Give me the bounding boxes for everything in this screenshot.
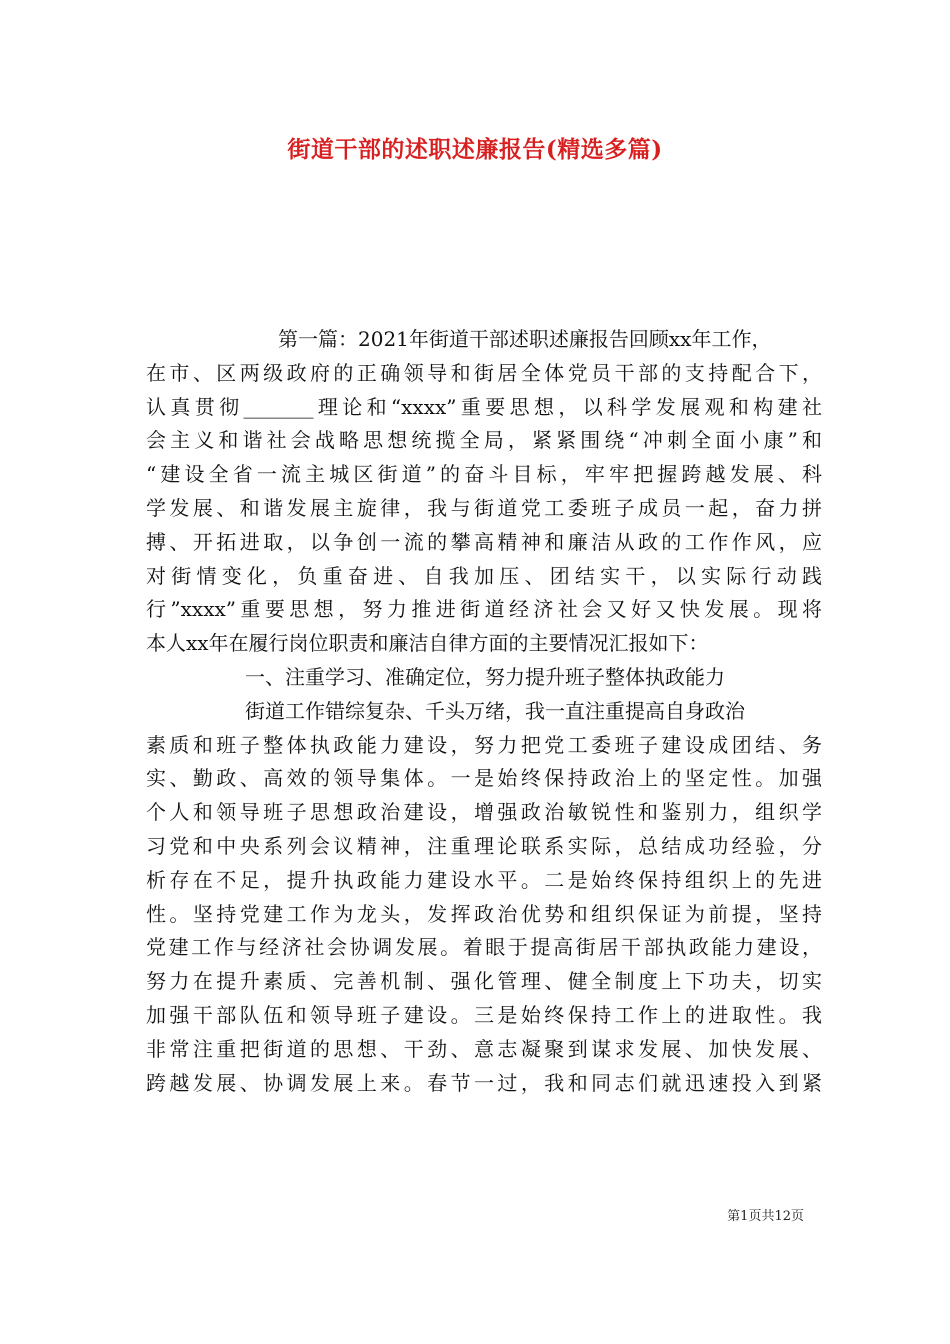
document-title: 街道干部的述职述廉报告(精选多篇) [287,136,663,163]
paragraph-line: 本人xx年在履行岗位职责和廉洁自律方面的主要情况汇报如下： [146,631,709,656]
paragraph-line: 努力在提升素质、完善机制、强化管理、健全制度上下功夫，切实 [146,969,822,994]
paragraph-line: 行”xxxx”重要思想，努力推进街道经济社会又好又快发展。现将 [146,597,822,622]
document-body [146,323,822,1100]
paragraph-line: 学发展、和谐发展主旋律，我与街道党工委班子成员一起，奋力拼 [146,495,822,520]
section-heading: 一、注重学习、准确定位，努力提升班子整体执政能力 [245,664,725,689]
paragraph-line: 素质和班子整体执政能力建设，努力把党工委班子建设成团结、务 [146,732,822,757]
paragraph-line: 非常注重把街道的思想、干劲、意志凝聚到谋求发展、加快发展、 [146,1036,822,1061]
paragraph-line: 性。坚持党建工作为龙头，发挥政治优势和组织保证为前提，坚持 [146,901,822,926]
paragraph-line: 习党和中央系列会议精神，注重理论联系实际，总结成功经验，分 [146,833,822,858]
paragraph-line: 跨越发展、协调发展上来。春节一过，我和同志们就迅速投入到紧 [146,1070,822,1095]
paragraph-line: 党建工作与经济社会协调发展。着眼于提高街居干部执政能力建设， [146,935,822,960]
paragraph-line: 加强干部队伍和领导班子建设。三是始终保持工作上的进取性。我 [146,1002,822,1027]
paragraph-line: 析存在不足，提升执政能力建设水平。二是始终保持组织上的先进 [146,867,822,892]
paragraph-line: 个人和领导班子思想政治建设，增强政治敏锐性和鉴别力，组织学 [146,800,822,825]
page-number-footer: 第1页共12页 [727,1209,804,1224]
paragraph-line: 第一篇：2021年街道干部述职述廉报告回顾xx年工作， [278,327,772,351]
paragraph-line: 认真贯彻_______理论和“xxxx”重要思想，以科学发展观和构建社 [146,394,822,419]
paragraph-line: 在市、区两级政府的正确领导和街居全体党员干部的支持配合下， [146,360,822,385]
paragraph-line: 搏、开拓进取，以争创一流的攀高精神和廉洁从政的工作作风，应 [146,529,822,554]
paragraph-line: 会主义和谐社会战略思想统揽全局，紧紧围绕“冲刺全面小康”和 [146,428,822,453]
paragraph-line: 对街情变化，负重奋进、自我加压、团结实干，以实际行动践 [146,563,822,588]
paragraph-line: 实、勤政、高效的领导集体。一是始终保持政治上的坚定性。加强 [146,766,822,791]
paragraph-line: “建设全省一流主城区街道”的奋斗目标，牢牢把握跨越发展、科 [146,462,822,487]
paragraph-line: 街道工作错综复杂、千头万绪，我一直注重提高自身政治 [245,698,745,723]
